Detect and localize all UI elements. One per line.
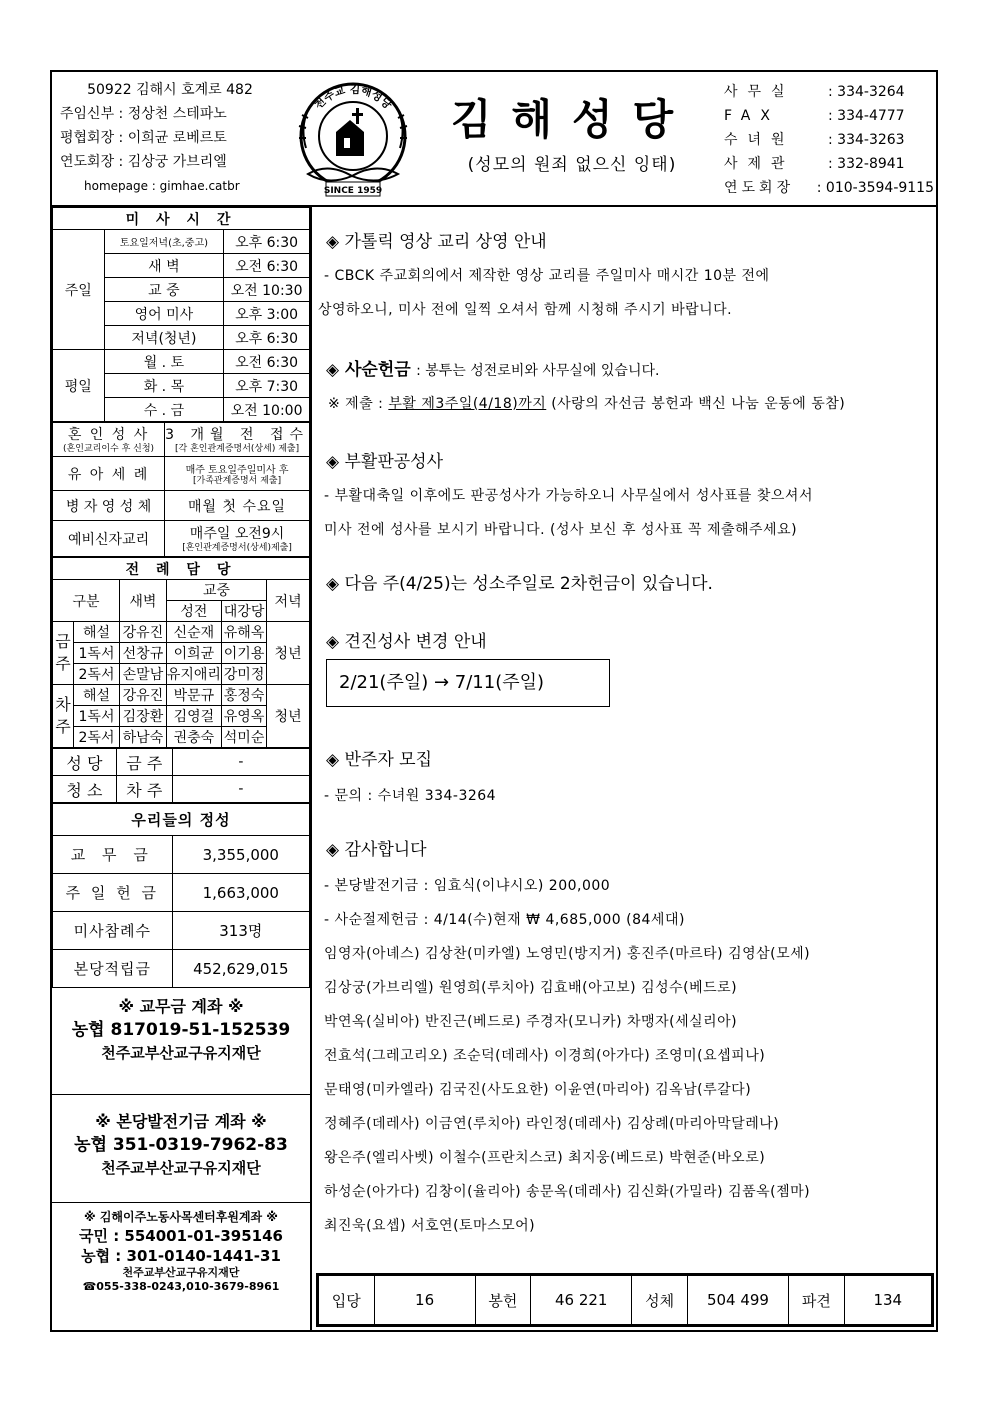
account-development-fund: ※ 본당발전기금 계좌 ※ 농협 351-0319-7962-83 천주교부산교구유지재단 — [52, 1094, 310, 1202]
mass-name: 수 . 금 — [104, 398, 224, 422]
contacts — [724, 80, 934, 200]
bulletin-page — [50, 70, 938, 1332]
youth-chair: 연도회장 : 김상궁 가브리엘 — [60, 154, 227, 170]
col-main: 교중 — [166, 580, 266, 601]
mass-time: 오전 6:30 — [224, 350, 310, 374]
thanks-line: 하성순(아가다) 김창이(율리아) 송문옥(데레사) 김신화(가밀라) 김품옥(젬마) — [324, 1184, 811, 1200]
col-dawn: 새벽 — [120, 580, 167, 622]
mass-name: 월 . 토 — [104, 350, 224, 374]
stat-value: 134 — [844, 1276, 931, 1325]
stat-label: 성체 — [632, 1276, 688, 1325]
mass-time: 오후 3:00 — [224, 302, 310, 326]
mass-time: 오후 7:30 — [224, 374, 310, 398]
stat-value: 504 499 — [687, 1276, 788, 1325]
page-subtitle: (성모의 원죄 없으신 잉태) — [467, 155, 677, 175]
thanks-line: 임영자(아녜스) 김상찬(미카엘) 노영민(방지거) 홍진주(마르타) 김영삼(모세) — [324, 946, 811, 962]
col-hall: 대강당 — [221, 601, 266, 622]
notice-thanks-title: ◈ 감사합니다 — [326, 840, 427, 860]
notices-column: ◈ 가톨릭 영상 교리 상영 안내 - CBCK 주교회의에서 제작한 영상 교리를 주일미사 매시간 10분 전에 상영하오니, 미사 전에 일찍 오셔서 함께 시청해 주시기 바랍니다. ◈ 사순헌금 : 봉투는 성전로비와 사무실에 있습니다. ※ 제출 : 부활 제3주일(4/18)까지 (사랑의 자선금 봉헌과 백신 나눔 운동에 동참) ◈ 부활판공성사 - 부활대축일 이후에도 판공성사가 가능하오니 사무실에서 성사표를 찾으셔서 미사 전에 성사를 보시기 바랍니다. (성사 보신 후 성사표 꼭 제출해주세요) ◈ 다음 주(4/25)는 성소주일로 2차헌금이 있습니다. ◈ 견진성사 변경 안내 2/21(주일) → 7/11(주일) ◈ 반주자 모집 - 문의 : 수녀원 334-3264 ◈ 감사합니다 - 본당발전기금 : 임효식(이냐시오) 200,000 - 사순절제헌금 : 4/14(수)현재 ₩ 4,685,000 (84세대) 임영자(아녜스) 김상찬(미카엘) 노영민(방지거) 홍진주(마르타) 김영삼(모세) 김상궁(가브리엘) 원영희(루치아) 김효배(아고보) 김성수(베드로) 박연옥(실비아) 반진근(베드로) 주경자(모니카) 차맹자(세실리아) 전효석(그레고리오) 조순덕(데레사) 이경희(아가다) 조영미(요셉피나) 문태영(미카엘라) 김국진(사도요한) 이윤연(마리아) 김옥남(루갈다) 정혜주(데레사) 이금연(루치아) 라인정(데레사) 김상례(마리아막달레나) 왕은주(엘리사벳) 이철수(프란치스코) 최지웅(베드로) 박현준(바오로) 하성순(아가다) 김창이(율리아) 송문옥(데레사) 김신화(가밀라) 김품옥(젬마) 최진욱(요셉) 서호연(토마스모어) 입당 16 봉헌 46 221 성체 504 499 파견 134 — [314, 207, 936, 1330]
header — [52, 72, 936, 207]
mass-time: 오전 10:30 — [224, 278, 310, 302]
mass-name: 교 중 — [104, 278, 224, 302]
stat-label: 파견 — [789, 1276, 845, 1325]
sacrament-sick-communion: 병 자 영 성 체 — [53, 491, 165, 521]
page-title: 김해성당 — [450, 95, 694, 144]
parish-seal-icon — [288, 78, 418, 200]
thanks-line: 김상궁(가브리엘) 원영희(루치아) 김효배(아고보) 김성수(베드로) — [324, 980, 738, 996]
liturgy-title: 전 례 담 당 — [53, 558, 310, 580]
stat-label: 봉헌 — [475, 1276, 531, 1325]
next-week-label: 차주 — [53, 685, 74, 748]
sacrament-marriage: 혼 인 성 사 (혼인교리이수 후 신청) — [53, 423, 165, 457]
svg-text:천주교 김해성당 — [311, 82, 395, 112]
seal-text: 천주교 김해성당 — [311, 82, 395, 112]
left-column — [52, 207, 312, 1330]
sacraments-table: 혼 인 성 사 (혼인교리이수 후 신청) 3 개월 전 접수 [각 혼인관계증명서(상세) 제출] 유 아 세 례 매주 토요일주일미사 후 [가족관계증명서 제출] 병 자 영 성 체 매월 첫 수요일 예비신자교리 매주일 오전9시 [혼인관계증명서(상세)제출] — [52, 422, 310, 557]
notice-easter-confession-title: ◈ 부활판공성사 — [326, 452, 444, 472]
contact-rectory: 사제관 : 332-8941 — [724, 156, 905, 172]
title-block — [432, 92, 712, 175]
thanks-line: - 사순절제헌금 : 4/14(수)현재 ₩ 4,685,000 (84세대) — [324, 912, 685, 928]
contact-convent: 수녀원 : 334-3263 — [724, 132, 905, 148]
stat-value: 16 — [374, 1276, 475, 1325]
thanks-line: - 본당발전기금 : 임효식(이냐시오) 200,000 — [324, 878, 611, 894]
sacrament-infant-baptism: 유 아 세 례 — [53, 457, 165, 491]
this-week-label: 금주 — [53, 622, 74, 685]
pastor: 주임신부 : 정상천 스테파노 — [60, 106, 227, 122]
confirmation-date-box: 2/21(주일) → 7/11(주일) — [326, 659, 610, 707]
cleaning-table: 성 당 금 주 - 청 소 차 주 - — [52, 748, 310, 803]
mass-name: 토요일저녁(초,중고) — [104, 230, 224, 254]
mass-schedule-table — [52, 207, 310, 422]
catechumen-class: 예비신자교리 — [53, 521, 165, 557]
notice-video-title: ◈ 가톨릭 영상 교리 상영 안내 — [326, 232, 547, 252]
col-gubun: 구분 — [53, 580, 120, 622]
thanks-line: 왕은주(엘리사벳) 이철수(프란치스코) 최지웅(베드로) 박현준(바오로) — [324, 1150, 766, 1166]
notice-confirmation-title: ◈ 견진성사 변경 안내 — [326, 632, 487, 652]
account-dues: ※ 교무금 계좌 ※ 농협 817019-51-152539 천주교부산교구유지재단 — [71, 997, 291, 1062]
weekday-label: 평일 — [53, 350, 105, 422]
mass-time: 오후 6:30 — [224, 230, 310, 254]
thanks-line: 전효석(그레고리오) 조순덕(데레사) 이경희(아가다) 조영미(요셉피나) — [324, 1048, 766, 1064]
thanks-line: 정혜주(데레사) 이금연(루치아) 라인정(데레사) 김상례(마리아막달레나) — [324, 1116, 780, 1132]
parish-info — [60, 78, 280, 198]
col-evening: 저녁 — [267, 580, 310, 622]
seal-since: SINCE 1959 — [323, 186, 383, 196]
thanks-line: 최진욱(요셉) 서호연(토마스모어) — [324, 1218, 536, 1234]
council-chair: 평협회장 : 이희균 로베르토 — [60, 130, 227, 146]
stats-box — [316, 1273, 934, 1327]
mass-name: 영어 미사 — [104, 302, 224, 326]
mass-name: 저녁(청년) — [104, 326, 224, 350]
offerings-title: 우리들의 정성 — [53, 804, 310, 836]
mass-time: 오전 6:30 — [224, 254, 310, 278]
mass-name: 새 벽 — [104, 254, 224, 278]
offerings-table: 우리들의 정성 교 무 금 3,355,000 주 일 헌 금 1,663,000 미사참례수 313명 본당적립금 452,629,015 — [52, 803, 310, 988]
thanks-line: 박연옥(실비아) 반진근(베드로) 주경자(모니카) 차맹자(세실리아) — [324, 1014, 738, 1030]
mass-time: 오후 6:30 — [224, 326, 310, 350]
contact-youth-chair: 연도회장 : 010-3594-9115 — [724, 180, 934, 196]
mass-name: 화 . 목 — [104, 374, 224, 398]
notice-vocation-sunday: ◈ 다음 주(4/25)는 성소주일로 2차헌금이 있습니다. — [326, 574, 713, 594]
mass-time: 오전 10:00 — [224, 398, 310, 422]
contact-fax: FAX : 334-4777 — [724, 108, 905, 124]
stat-value: 46 221 — [531, 1276, 632, 1325]
notice-lent-offering-title: ◈ 사순헌금 : 봉투는 성전로비와 사무실에 있습니다. — [326, 360, 660, 380]
address: 50922 김해시 호계로 482 — [87, 82, 253, 98]
stat-label: 입당 — [319, 1276, 375, 1325]
thanks-line: 문태영(미카엘라) 김국진(사도요한) 이윤연(마리아) 김옥남(루갈다) — [324, 1082, 752, 1098]
sunday-label: 주일 — [53, 230, 105, 350]
col-altar: 성전 — [166, 601, 221, 622]
migrant-center-account: ※ 김해이주노동사목센터후원계좌 ※ 국민 : 554001-01-395146 농협 : 301-0140-1441-31 천주교부산교구유지재단 ☎055-338-0243,010-3679-8961 — [52, 1202, 310, 1294]
contact-office: 사무실 : 334-3264 — [724, 84, 905, 100]
mass-title: 미 사 시 간 — [53, 208, 310, 230]
notice-organist-title: ◈ 반주자 모집 — [326, 750, 432, 770]
liturgy-table: 전 례 담 당 구분 새벽 교중 저녁 성전 대강당 금주 해설 강유진 신순재 유해옥 청년 1독서 선창규 이희균 이기용 2독서 손말남 유지애리 강미정 차주 해설 강유진 박문규 홍정숙 청년 1독서 김장환 김영걸 유영옥 2독서 하남숙 권충숙 석미순 — [52, 557, 310, 748]
homepage: homepage : gimhae.catbr — [84, 179, 240, 193]
